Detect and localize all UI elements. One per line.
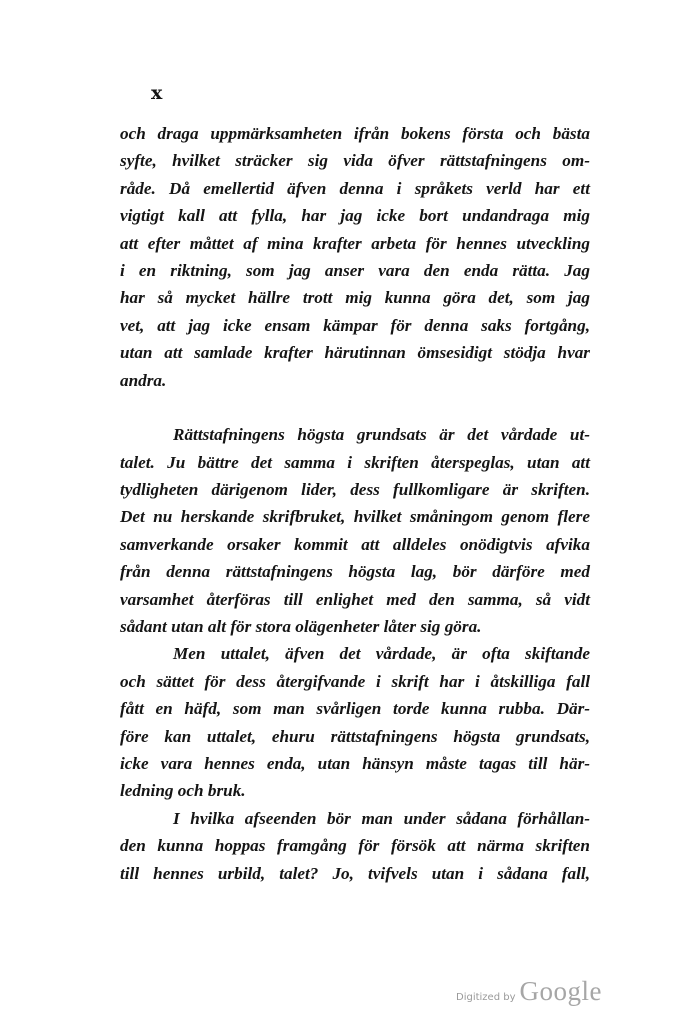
text-line: syfte, hvilket sträcker sig vida öfver rättstafningens om-	[120, 151, 590, 171]
text-line: vigtigt kall att fylla, har jag icke bort undandraga mig	[120, 206, 590, 226]
text-line: den kunna hoppas framgång för försök att närma skriften	[120, 836, 590, 856]
text-line: Det nu herskande skrifbruket, hvilket småningom genom flere	[120, 507, 590, 527]
text-line: före kan uttalet, ehuru rättstafningens högsta grundsats,	[120, 726, 590, 746]
text-line: varsamhet återföras till enlighet med den samma, så vidt	[120, 589, 590, 609]
text-line: råde. Då emellertid äfven denna i språkets verld har ett	[120, 178, 590, 198]
text-line: och sättet för dess återgifvande i skrift har i åtskilliga fall	[120, 671, 590, 691]
paragraph-1	[120, 120, 590, 394]
body-text	[120, 120, 590, 887]
paragraph-3	[120, 640, 590, 804]
text-line: tydligheten därigenom lider, dess fullkomligare är skriften.	[120, 480, 590, 500]
text-line: att efter måttet af mina krafter arbeta för hennes utveckling	[120, 233, 590, 253]
digitized-watermark	[456, 976, 602, 1007]
google-logo: Google	[519, 976, 602, 1006]
text-line: I hvilka afseenden bör man under sådana förhållan-	[173, 808, 590, 828]
text-line: sådant utan alt för stora olägenheter låter sig göra.	[120, 617, 482, 637]
text-line: från denna rättstafningens högsta lag, bör därföre med	[120, 562, 590, 582]
page-number: x	[151, 82, 164, 104]
text-line: till hennes urbild, talet? Jo, tvifvels utan i sådana fall,	[120, 863, 590, 883]
text-line: har så mycket hällre trott mig kunna göra det, som jag	[120, 288, 590, 308]
paragraph-2	[120, 421, 590, 640]
text-line: talet. Ju bättre det samma i skriften återspeglas, utan att	[120, 452, 590, 472]
text-line: i en riktning, som jag anser vara den enda rätta. Jag	[120, 260, 590, 280]
text-line: ledning och bruk.	[120, 781, 246, 801]
text-line: andra.	[120, 370, 167, 390]
paragraph-4	[120, 805, 590, 887]
text-line: samverkande orsaker kommit att alldeles onödigtvis afvika	[120, 534, 590, 554]
digitized-by-text: Digitized by	[456, 992, 516, 1003]
text-line: och draga uppmärksamheten ifrån bokens första och bästa	[120, 124, 590, 143]
text-line: vet, att jag icke ensam kämpar för denna saks fortgång,	[120, 315, 590, 335]
text-line: fått en häfd, som man svårligen torde kunna rubba. Där-	[120, 699, 590, 719]
text-line: Rättstafningens högsta grundsats är det vårdade ut-	[173, 425, 590, 445]
paragraph-gap	[120, 394, 590, 421]
text-line: utan att samlade krafter härutinnan ömsesidigt stödja hvar	[120, 343, 590, 363]
text-line: icke vara hennes enda, utan hänsyn måste tagas till här-	[120, 753, 590, 773]
text-line: Men uttalet, äfven det vårdade, är ofta skiftande	[173, 644, 590, 664]
